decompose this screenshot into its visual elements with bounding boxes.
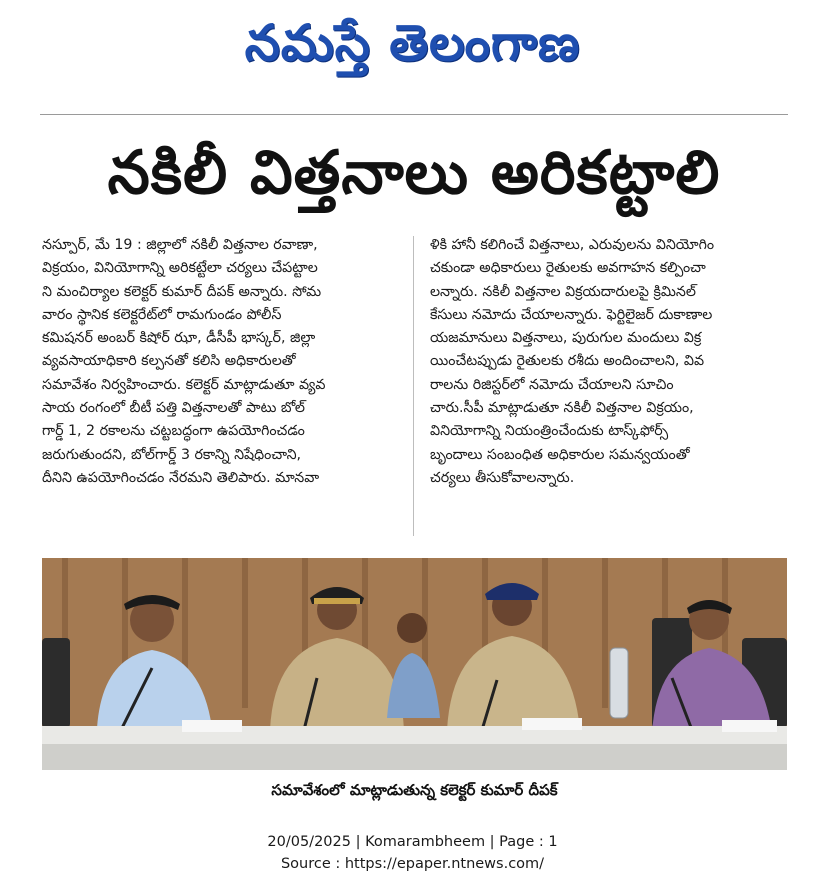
text-line: లన్నారు. నకిలీ విత్తనాల విక్రయదారులపై క్రిమినల్ xyxy=(430,283,696,300)
text-line: కమిషనర్ అంబర్ కిషోర్ ఝా, డీసీపీ భాస్కర్, జిల్లా xyxy=(42,330,316,347)
article-right-column xyxy=(430,234,787,490)
text-line: సమావేశం నిర్వహించారు. కలెక్టర్ మాట్లాడుతూ వ్యవ xyxy=(42,376,326,393)
text-line: కేసులు నమోదు చేయాలన్నారు. ఫెర్టిలైజర్ దుకాణాల xyxy=(430,306,713,323)
text-line: చర్యలు తీసుకోవాలన్నారు. xyxy=(430,469,575,486)
column-divider xyxy=(413,236,414,536)
source-link[interactable]: https://epaper.ntnews.com/ xyxy=(344,856,545,872)
text-line: నస్పూర్, మే 19 : జిల్లాలో నకిలీ విత్తనాల రవాణా, xyxy=(42,237,318,253)
text-line: విక్రయం, వినియోగాన్ని అరికట్టేలా చర్యలు చేపట్టాల xyxy=(42,260,318,277)
text-line: రాలను రిజిస్టర్‌లో నమోదు చేయాలని సూచిం xyxy=(430,376,674,393)
text-line: దీనిని ఉపయోగించడం నేరమని తెలిపారు. మానవా xyxy=(42,469,320,486)
text-line: చారు.సీపీ మాట్లాడుతూ నకిలీ విత్తనాల విక్రయం, xyxy=(430,400,694,417)
top-rule xyxy=(40,114,788,115)
text-line: వినియోగాన్ని నియంత్రించేందుకు టాస్క్‌ఫోర్స్ xyxy=(430,423,669,440)
text-line: వ్యవసాయాధికారి కల్పనతో కలిసి అధికారులతో xyxy=(42,353,296,370)
source-label: Source : xyxy=(280,856,345,872)
edition-info: 20/05/2025 | Komarambheem | Page : 1 xyxy=(267,834,558,850)
meeting-photo xyxy=(42,558,787,770)
text-line: సాయ రంగంలో బీటీ పత్తి విత్తనాలతో పాటు బోల్ xyxy=(42,400,305,417)
text-line: బృందాలు సంబంధిత అధికారుల సమన్వయంతో xyxy=(430,446,690,463)
source-line xyxy=(0,856,825,872)
text-line: యజమానులు విత్తనాలు, పురుగుల మందులు విక్ర xyxy=(430,330,702,347)
article-left-column xyxy=(42,234,399,490)
photo-caption: సమావేశంలో మాట్లాడుతున్న కలెక్టర్ కుమార్ దీపక్ xyxy=(271,781,558,799)
article-headline: నకిలీ విత్తనాలు అరికట్టాలి xyxy=(107,138,721,208)
text-line: ని మంచిర్యాల కలెక్టర్ కుమార్ దీపక్ అన్నారు. సోమ xyxy=(42,283,322,300)
text-line: యించేటప్పుడు రైతులకు రశీదు అందించాలని, వివ xyxy=(430,353,705,370)
text-line: వారం స్థానిక కలెక్టరేట్‌లో రామగుండం పోలీస్ xyxy=(42,306,282,323)
text-line: ళికి హానీ కలిగించే విత్తనాలు, ఎరువులను వినియోగిం xyxy=(430,237,715,253)
text-line: గార్డ్ 1, 2 రకాలను చట్టబద్ధంగా ఉపయోగించడం xyxy=(42,423,305,440)
masthead-logo: నమస్తే తెలంగాణ xyxy=(244,14,581,72)
text-line: జరుగుతుందని, బోల్‌గార్డ్ 3 రకాన్ని నిషేధించాని, xyxy=(42,446,302,463)
text-line: చకుండా అధికారులు రైతులకు అవగాహన కల్పించా xyxy=(430,260,706,277)
